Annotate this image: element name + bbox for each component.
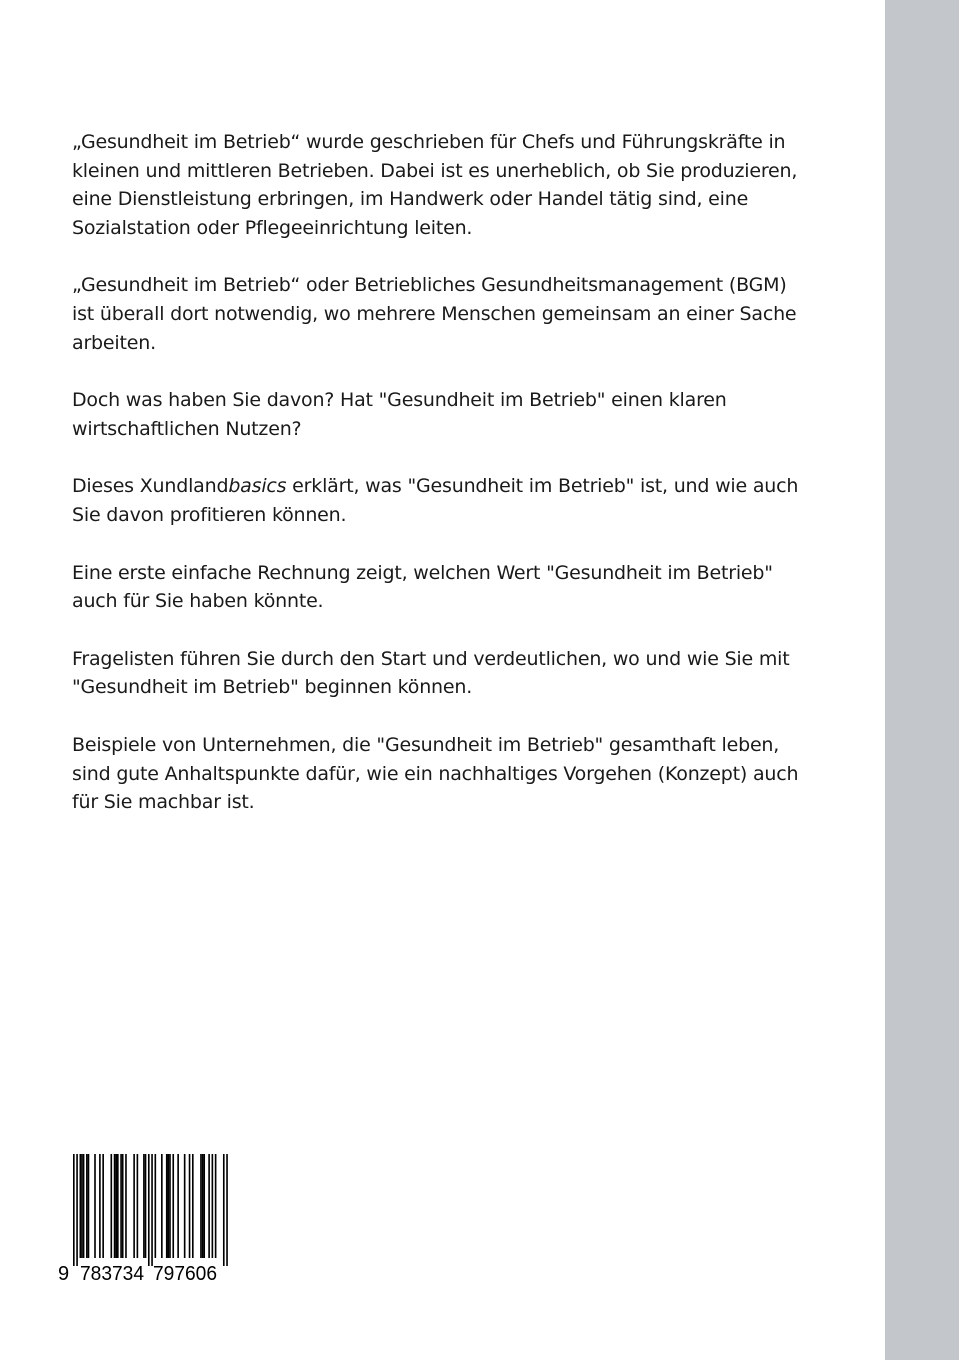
- barcode-bar: [81, 1154, 83, 1258]
- barcode-bar: [189, 1154, 191, 1258]
- paragraph-examples: Beispiele von Unternehmen, die "Gesundheit im Betrieb" gesamthaft leben, sind gute Anhaltspunkte dafür, wie ein nachhaltiges Vorgehen (Konzept) auch für Sie machbar ist.: [72, 733, 799, 814]
- barcode-digit-first: 9: [58, 1263, 70, 1284]
- barcode-digits-right: 797606: [153, 1263, 217, 1284]
- barcode-bar: [117, 1154, 119, 1258]
- barcode-bar: [151, 1154, 153, 1266]
- barcode-bar: [83, 1154, 85, 1258]
- barcode-bar: [114, 1154, 116, 1258]
- barcode-bar: [177, 1154, 179, 1258]
- barcode-bar: [143, 1154, 145, 1258]
- barcode-bar: [115, 1154, 117, 1258]
- barcode-bar: [86, 1154, 88, 1258]
- paragraph-xundland-suffix: erklärt, was "Gesundheit im Betrieb" ist, und wie auch Sie davon profitieren können.: [72, 475, 799, 526]
- isbn-barcode: [56, 1152, 236, 1284]
- barcode-bar: [99, 1154, 101, 1258]
- barcode-bar: [155, 1154, 157, 1258]
- barcode-bar: [172, 1154, 174, 1258]
- barcode-bar: [200, 1154, 202, 1258]
- barcode-bar: [80, 1154, 82, 1258]
- barcode-bar: [212, 1154, 214, 1258]
- barcode-bars: [73, 1154, 228, 1266]
- barcode-bar: [203, 1154, 205, 1258]
- barcode-bar: [166, 1154, 168, 1258]
- barcode-digits-left: 783734: [80, 1263, 144, 1284]
- barcode-bar: [145, 1154, 147, 1258]
- barcode-bar: [148, 1154, 150, 1266]
- spine-strip: [885, 0, 959, 1360]
- barcode-bar: [208, 1154, 210, 1258]
- barcode-bar: [137, 1154, 139, 1258]
- barcode-bar: [202, 1154, 204, 1258]
- barcode-bar: [215, 1154, 217, 1258]
- barcode-bar: [161, 1154, 163, 1258]
- barcode-bar: [88, 1154, 90, 1258]
- barcode-bar: [223, 1154, 225, 1266]
- barcode-bar: [122, 1154, 124, 1258]
- barcode-graphic: [56, 1152, 236, 1284]
- barcode-bar: [184, 1154, 186, 1258]
- barcode-bar: [168, 1154, 170, 1258]
- blurb-text-block: [72, 128, 862, 846]
- barcode-bar: [133, 1154, 135, 1258]
- paragraph-xundland: [72, 472, 862, 529]
- barcode-bar: [102, 1154, 104, 1258]
- barcode-bar: [226, 1154, 228, 1266]
- barcode-bar: [120, 1154, 122, 1258]
- paragraph-question: Doch was haben Sie davon? Hat "Gesundheit im Betrieb" einen klaren wirtschaftlichen Nutzen?: [72, 389, 727, 440]
- barcode-bar: [94, 1154, 96, 1258]
- barcode-bar: [76, 1154, 78, 1266]
- paragraph-xundland-prefix: Dieses Xundland: [72, 475, 229, 498]
- paragraph-xundland-italic: basics: [228, 475, 287, 498]
- barcode-bar: [192, 1154, 194, 1258]
- barcode-bar: [73, 1154, 75, 1266]
- paragraph-intro: „Gesundheit im Betrieb“ wurde geschrieben für Chefs und Führungskräfte in kleinen und mittleren Betrieben. Dabei ist es unerheblich, ob Sie produzieren, eine Dienstleistung erbringen, im Handwerk oder Handel tätig sind, eine Sozialstation oder Pflegeeinrichtung leiten.: [72, 131, 798, 239]
- paragraph-questionnaires: Fragelisten führen Sie durch den Start und verdeutlichen, wo und wie Sie mit "Gesundheit im Betrieb" beginnen können.: [72, 647, 790, 699]
- paragraph-calculation: Eine erste einfache Rechnung zeigt, welchen Wert "Gesundheit im Betrieb" auch für Sie haben könnte.: [72, 561, 773, 613]
- barcode-bar: [125, 1154, 127, 1258]
- barcode-bar: [110, 1154, 112, 1258]
- paragraph-bgm: „Gesundheit im Betrieb“ oder Betriebliches Gesundheitsmanagement (BGM) ist überall dort notwendig, wo mehrere Menschen gemeinsam an einer Sache arbeiten.: [72, 274, 797, 354]
- barcode-bar: [169, 1154, 171, 1258]
